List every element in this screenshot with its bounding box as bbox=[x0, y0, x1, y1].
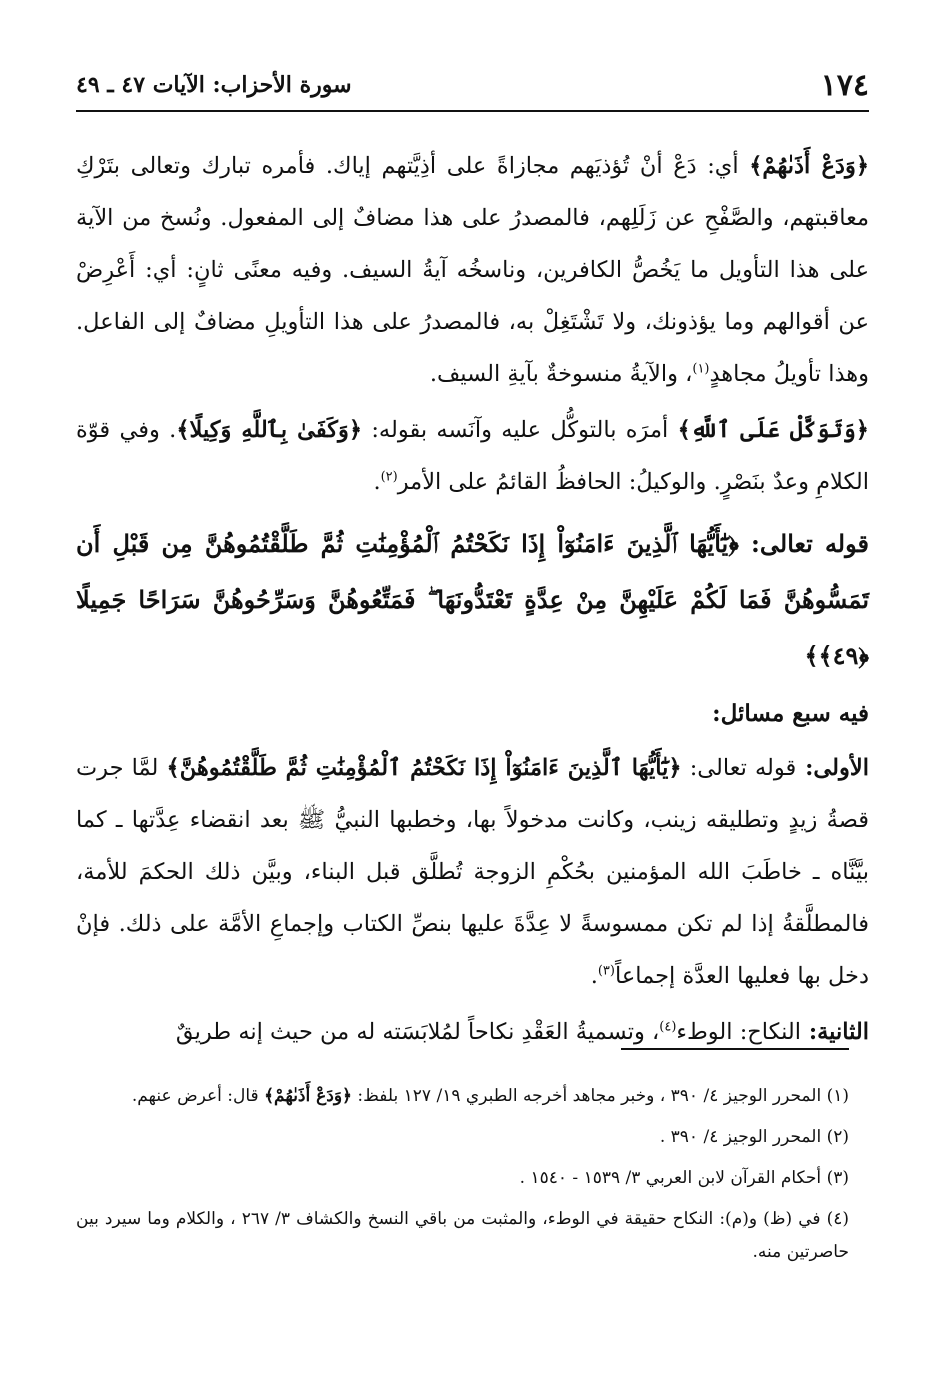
footnote-ref-3[interactable]: (٣) bbox=[597, 963, 615, 979]
footnote-text: في (ظ) و(م): النكاح حقيقة في الوطء، والمثبت من باقي النسخ والكشاف ٣/ ٢٦٧ ، والكلام وما سيرد بين حاصرتين منه. bbox=[76, 1209, 849, 1262]
footnote-number: (٢) bbox=[826, 1127, 849, 1147]
paragraph-text: أمرَه بالتوكُّل عليه وآنَسه بقوله: bbox=[362, 417, 678, 443]
footnote-text: قال: أعرض عنهم. bbox=[131, 1086, 265, 1106]
quran-verse: ﴿وَدَعْ أَذَىٰهُمْ﴾ bbox=[749, 153, 869, 179]
quran-verse: ﴿وَدَعْ أَذَىٰهُمْ﴾ bbox=[264, 1086, 353, 1106]
footnotes bbox=[76, 1080, 849, 1277]
section-heading: فيه سبع مسائل: bbox=[712, 700, 869, 727]
paragraph-2 bbox=[76, 404, 869, 508]
paragraph-text: قوله تعالى: bbox=[681, 755, 797, 781]
footnote-text: المحرر الوجيز ٤/ ٣٩٠ . bbox=[659, 1127, 822, 1147]
page-header bbox=[76, 66, 869, 112]
paragraph-issue-2 bbox=[76, 1006, 869, 1058]
paragraph-text: ، وتسميةُ العَقْدِ نكاحاً لمُلابَسَته له من حيث إنه طريقٌ bbox=[175, 1019, 660, 1045]
issue-label: الأولى: bbox=[796, 755, 869, 781]
paragraph-text: النكاح: الوطء bbox=[676, 1019, 801, 1045]
main-text bbox=[76, 140, 869, 1062]
quran-verse: ﴿يَٰٓأَيُّهَا ٱلَّذِينَ ءَامَنُوٓاْ إِذَا نَكَحْتُمُ ٱلْمُؤْمِنَٰتِ ثُمَّ طَلَّقْتُمُوهُنَّ﴾ bbox=[166, 755, 682, 781]
paragraph-text: . bbox=[373, 469, 381, 495]
footnote-number: (٣) bbox=[826, 1168, 849, 1188]
footnote-1 bbox=[76, 1080, 849, 1113]
footnote-text: المحرر الوجيز ٤/ ٣٩٠ ، وخبر مجاهد أخرجه الطبري ١٩/ ١٢٧ بلفظ: bbox=[352, 1086, 822, 1106]
paragraph-text: . bbox=[590, 963, 598, 989]
footnote-text: أحكام القرآن لابن العربي ٣/ ١٥٣٩ - ١٥٤٠ . bbox=[519, 1168, 822, 1188]
footnote-divider bbox=[621, 1048, 849, 1050]
paragraph-verse-49 bbox=[76, 516, 869, 684]
footnote-2 bbox=[76, 1121, 849, 1154]
paragraph-text: أي: دَعْ أنْ تُؤذيَهم مجازاةً على أذِيَّتهم إياك. فأمره تبارك وتعالى بتَرْكِ معاقبتهم، والصَّفْحِ عن زَلَلِهم، فالمصدرُ على هذا مضافٌ إلى المفعول. ونُسخ من الآية على هذا التأويل ما يَخُصُّ الكافرين، وناسخُه آيةُ السيف. وفيه معنًى ثانٍ: أي: أَعْرِضْ عن أقوالهم وما يؤذونك، ولا تَشْتَغِلْ به، فالمصدرُ على هذا التأويلِ مضافٌ إلى الفاعل. وهذا تأويلُ مجاهدٍ bbox=[76, 153, 869, 387]
issue-label: الثانية: bbox=[800, 1019, 869, 1045]
footnote-ref-1[interactable]: (١) bbox=[692, 361, 710, 377]
paragraph-issue-1 bbox=[76, 742, 869, 1002]
quran-verse: ﴿وَكَفَىٰ بِٱللَّهِ وَكِيلًا﴾ bbox=[176, 417, 363, 443]
quran-verse: ﴿وَتَوَكَّلْ عَلَى ٱللَّهِ﴾ bbox=[677, 417, 869, 443]
paragraph-text: . وفي قوّة الكلامِ وعدٌ بنَصْرٍ. والوكيلُ: الحافظُ القائمُ على الأمر bbox=[76, 417, 869, 495]
footnote-ref-2[interactable]: (٢) bbox=[380, 469, 398, 485]
footnote-ref-4[interactable]: (٤) bbox=[659, 1019, 677, 1035]
quran-verse: ﴿يَٰٓأَيُّهَا ٱلَّذِينَ ءَامَنُوٓاْ إِذَا نَكَحْتُمُ ٱلْمُؤْمِنَٰتِ ثُمَّ طَلَّقْتُمُوهُنَّ مِن قَبْلِ أَن تَمَسُّوهُنَّ فَمَا لَكُمْ عَلَيْهِنَّ مِنْ عِدَّةٍ تَعْتَدُّونَهَا ۖ فَمَتِّعُوهُنَّ وَسَرِّحُوهُنَّ سَرَاحًا جَمِيلًا ﴿٤٩﴾﴾ bbox=[76, 529, 869, 670]
footnote-number: (١) bbox=[826, 1086, 849, 1106]
footnote-4 bbox=[76, 1203, 849, 1269]
page-number: ١٧٤ bbox=[820, 68, 869, 103]
paragraph-text: لمَّا جرت قصةُ زيدٍ وتطليقه زينب، وكانت مدخولاً بها، وخطبها النبيُّ ﷺ بعد انقضاء عِدَّتها ـ كما بيَّنَّاه ـ خاطَبَ الله المؤمنين بحُكْمِ الزوجة تُطلَّق قبل البناء، وبيَّن ذلك الحكمَ للأمة، فالمطلَّقةُ إذا لم تكن ممسوسةً لا عِدَّةَ عليها بنصِّ الكتاب وإجماعِ الأمَّة على ذلك. فإنْ دخل بها فعليها العدَّة إجماعاً bbox=[76, 755, 869, 989]
footnote-3 bbox=[76, 1162, 849, 1195]
footnote-number: (٤) bbox=[826, 1209, 850, 1229]
verse-lead: قوله تعالى: bbox=[738, 529, 869, 558]
running-title: سورة الأحزاب: الآيات ٤٧ ـ ٤٩ bbox=[76, 72, 352, 98]
paragraph-1 bbox=[76, 140, 869, 400]
paragraph-text: ، والآيةُ منسوخةٌ بآيةِ السيف. bbox=[429, 361, 693, 387]
